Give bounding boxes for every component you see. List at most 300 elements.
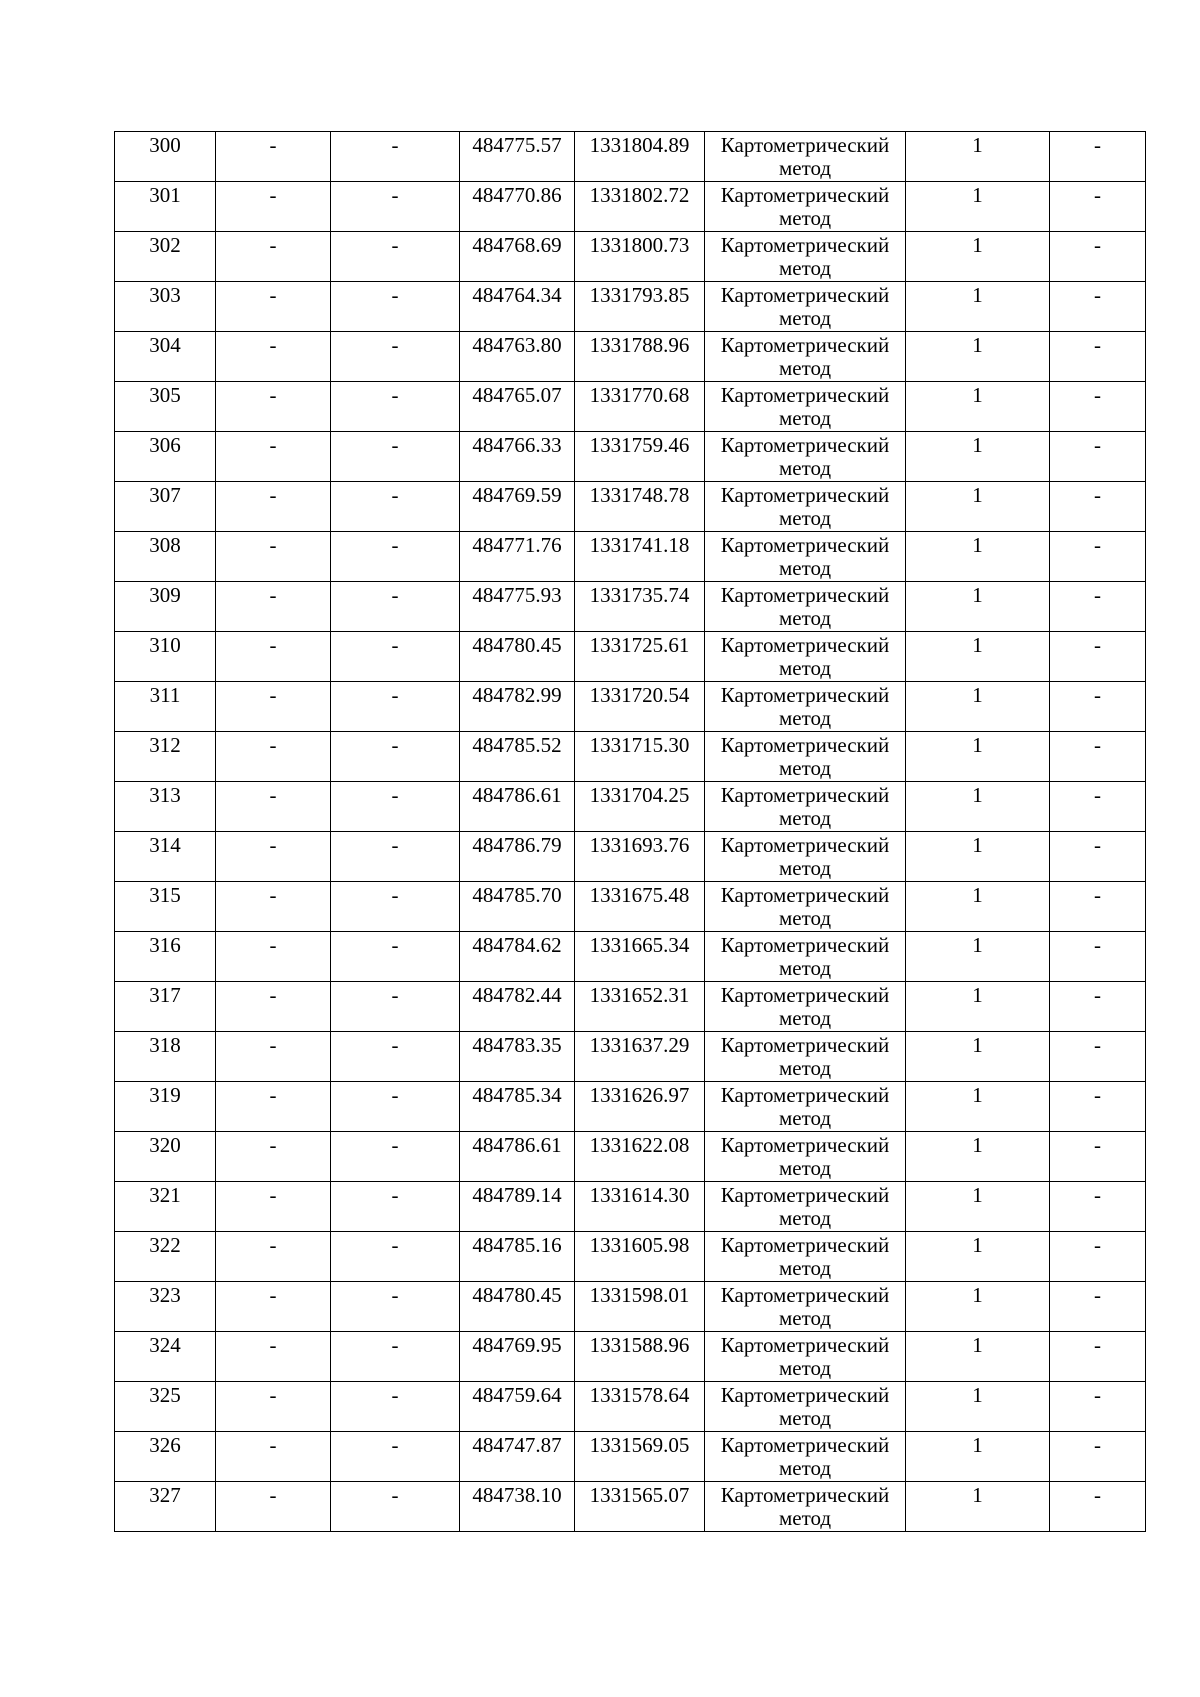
description-cell (1050, 982, 1146, 1032)
method-cell (705, 482, 906, 532)
description-cell (1050, 632, 1146, 682)
previous-y-cell-text: - (391, 633, 399, 657)
description-cell-text: - (1094, 1083, 1101, 1107)
previous-y-cell (331, 432, 460, 482)
x-coordinate-cell (460, 432, 575, 482)
x-coordinate-cell-text: 484782.44 (472, 983, 562, 1007)
description-cell-text: - (1094, 1433, 1101, 1457)
method-cell-text: Картометрический метод (720, 333, 890, 380)
table-row (115, 282, 1146, 332)
y-coordinate-cell-text: 1331735.74 (589, 583, 690, 607)
x-coordinate-cell (460, 932, 575, 982)
accuracy-cell-text: 1 (972, 1383, 983, 1407)
previous-x-cell (216, 182, 331, 232)
description-cell-text: - (1094, 1283, 1101, 1307)
y-coordinate-cell (575, 1382, 705, 1432)
y-coordinate-cell (575, 1482, 705, 1532)
table-row (115, 1082, 1146, 1132)
previous-x-cell (216, 282, 331, 332)
accuracy-cell (906, 632, 1050, 682)
previous-x-cell-text: - (269, 683, 277, 707)
table-row (115, 1282, 1146, 1332)
point-number-cell-text: 316 (149, 933, 181, 957)
previous-x-cell (216, 1382, 331, 1432)
previous-x-cell (216, 482, 331, 532)
x-coordinate-cell (460, 782, 575, 832)
accuracy-cell (906, 532, 1050, 582)
description-cell-text: - (1094, 1033, 1101, 1057)
previous-y-cell-text: - (391, 583, 399, 607)
accuracy-cell (906, 282, 1050, 332)
point-number-cell-text: 326 (149, 1433, 181, 1457)
previous-y-cell (331, 182, 460, 232)
y-coordinate-cell-text: 1331605.98 (589, 1233, 690, 1257)
previous-x-cell-text: - (269, 433, 277, 457)
previous-y-cell (331, 1332, 460, 1382)
description-cell-text: - (1094, 1183, 1101, 1207)
accuracy-cell (906, 1332, 1050, 1382)
previous-y-cell-text: - (391, 183, 399, 207)
description-cell (1050, 182, 1146, 232)
method-cell (705, 332, 906, 382)
table-row (115, 682, 1146, 732)
x-coordinate-cell (460, 132, 575, 182)
point-number-cell (115, 1332, 216, 1382)
x-coordinate-cell-text: 484747.87 (472, 1433, 562, 1457)
description-cell-text: - (1094, 533, 1101, 557)
point-number-cell (115, 682, 216, 732)
point-number-cell (115, 332, 216, 382)
description-cell-text: - (1094, 683, 1101, 707)
previous-x-cell (216, 882, 331, 932)
accuracy-cell-text: 1 (972, 1283, 983, 1307)
description-cell-text: - (1094, 183, 1101, 207)
previous-y-cell-text: - (391, 933, 399, 957)
previous-y-cell (331, 232, 460, 282)
previous-x-cell-text: - (269, 633, 277, 657)
point-number-cell (115, 1282, 216, 1332)
y-coordinate-cell (575, 332, 705, 382)
x-coordinate-cell-text: 484759.64 (472, 1383, 562, 1407)
accuracy-cell (906, 1432, 1050, 1482)
accuracy-cell-text: 1 (972, 1083, 983, 1107)
y-coordinate-cell-text: 1331598.01 (589, 1283, 690, 1307)
point-number-cell (115, 982, 216, 1032)
y-coordinate-cell (575, 232, 705, 282)
description-cell (1050, 1032, 1146, 1082)
point-number-cell (115, 432, 216, 482)
description-cell (1050, 132, 1146, 182)
y-coordinate-cell (575, 732, 705, 782)
previous-x-cell (216, 232, 331, 282)
previous-y-cell-text: - (391, 1383, 399, 1407)
y-coordinate-cell-text: 1331770.68 (589, 383, 690, 407)
previous-y-cell (331, 1032, 460, 1082)
accuracy-cell (906, 1182, 1050, 1232)
previous-x-cell (216, 832, 331, 882)
y-coordinate-cell (575, 582, 705, 632)
description-cell-text: - (1094, 933, 1101, 957)
x-coordinate-cell (460, 1382, 575, 1432)
x-coordinate-cell (460, 1432, 575, 1482)
method-cell (705, 832, 906, 882)
accuracy-cell-text: 1 (972, 833, 983, 857)
accuracy-cell-text: 1 (972, 1133, 983, 1157)
previous-x-cell-text: - (269, 1433, 277, 1457)
previous-x-cell-text: - (269, 233, 277, 257)
method-cell-text: Картометрический метод (720, 483, 890, 530)
point-number-cell-text: 320 (149, 1133, 181, 1157)
previous-x-cell-text: - (269, 933, 277, 957)
point-number-cell (115, 582, 216, 632)
table-row (115, 982, 1146, 1032)
table-row (115, 132, 1146, 182)
x-coordinate-cell (460, 982, 575, 1032)
y-coordinate-cell (575, 1432, 705, 1482)
previous-y-cell-text: - (391, 883, 399, 907)
previous-y-cell-text: - (391, 1233, 399, 1257)
x-coordinate-cell-text: 484786.61 (472, 783, 562, 807)
x-coordinate-cell (460, 1082, 575, 1132)
previous-y-cell-text: - (391, 533, 399, 557)
accuracy-cell-text: 1 (972, 1233, 983, 1257)
x-coordinate-cell (460, 882, 575, 932)
point-number-cell-text: 324 (149, 1333, 181, 1357)
previous-y-cell-text: - (391, 433, 399, 457)
method-cell-text: Картометрический метод (720, 1333, 890, 1380)
description-cell (1050, 932, 1146, 982)
x-coordinate-cell-text: 484786.79 (472, 833, 562, 857)
previous-x-cell (216, 982, 331, 1032)
previous-y-cell (331, 1382, 460, 1432)
accuracy-cell (906, 882, 1050, 932)
previous-y-cell (331, 832, 460, 882)
method-cell (705, 532, 906, 582)
point-number-cell (115, 1232, 216, 1282)
accuracy-cell-text: 1 (972, 783, 983, 807)
y-coordinate-cell-text: 1331788.96 (589, 333, 690, 357)
x-coordinate-cell-text: 484780.45 (472, 633, 562, 657)
point-number-cell-text: 310 (149, 633, 181, 657)
method-cell-text: Картометрический метод (720, 583, 890, 630)
coordinates-table-body (115, 132, 1146, 1532)
previous-y-cell-text: - (391, 1133, 399, 1157)
accuracy-cell-text: 1 (972, 1433, 983, 1457)
method-cell-text: Картометрический метод (720, 183, 890, 230)
method-cell (705, 1282, 906, 1332)
y-coordinate-cell-text: 1331725.61 (589, 633, 690, 657)
previous-y-cell (331, 682, 460, 732)
point-number-cell (115, 1182, 216, 1232)
previous-x-cell-text: - (269, 733, 277, 757)
x-coordinate-cell (460, 1032, 575, 1082)
x-coordinate-cell (460, 232, 575, 282)
table-row (115, 732, 1146, 782)
point-number-cell (115, 382, 216, 432)
y-coordinate-cell-text: 1331578.64 (589, 1383, 690, 1407)
x-coordinate-cell (460, 682, 575, 732)
description-cell (1050, 432, 1146, 482)
point-number-cell (115, 932, 216, 982)
accuracy-cell-text: 1 (972, 483, 983, 507)
point-number-cell-text: 321 (149, 1183, 181, 1207)
method-cell-text: Картометрический метод (720, 533, 890, 580)
previous-y-cell (331, 482, 460, 532)
description-cell-text: - (1094, 833, 1101, 857)
y-coordinate-cell (575, 432, 705, 482)
accuracy-cell (906, 582, 1050, 632)
y-coordinate-cell (575, 932, 705, 982)
point-number-cell-text: 322 (149, 1233, 181, 1257)
accuracy-cell (906, 482, 1050, 532)
accuracy-cell-text: 1 (972, 733, 983, 757)
description-cell-text: - (1094, 133, 1101, 157)
previous-y-cell-text: - (391, 1033, 399, 1057)
previous-x-cell (216, 432, 331, 482)
description-cell (1050, 1432, 1146, 1482)
previous-y-cell (331, 932, 460, 982)
description-cell-text: - (1094, 1333, 1101, 1357)
accuracy-cell (906, 332, 1050, 382)
previous-x-cell-text: - (269, 983, 277, 1007)
previous-y-cell-text: - (391, 833, 399, 857)
point-number-cell (115, 632, 216, 682)
x-coordinate-cell-text: 484789.14 (472, 1183, 562, 1207)
y-coordinate-cell-text: 1331804.89 (589, 133, 690, 157)
method-cell-text: Картометрический метод (720, 733, 890, 780)
description-cell-text: - (1094, 633, 1101, 657)
previous-x-cell-text: - (269, 1133, 277, 1157)
accuracy-cell-text: 1 (972, 333, 983, 357)
accuracy-cell (906, 832, 1050, 882)
previous-x-cell (216, 1232, 331, 1282)
accuracy-cell (906, 1282, 1050, 1332)
previous-x-cell (216, 132, 331, 182)
previous-x-cell-text: - (269, 1083, 277, 1107)
method-cell-text: Картометрический метод (720, 833, 890, 880)
description-cell (1050, 682, 1146, 732)
table-row (115, 582, 1146, 632)
point-number-cell (115, 1432, 216, 1482)
table-row (115, 1232, 1146, 1282)
accuracy-cell (906, 382, 1050, 432)
y-coordinate-cell-text: 1331565.07 (589, 1483, 690, 1507)
description-cell (1050, 1182, 1146, 1232)
previous-x-cell-text: - (269, 1233, 277, 1257)
y-coordinate-cell-text: 1331675.48 (589, 883, 690, 907)
description-cell (1050, 282, 1146, 332)
y-coordinate-cell (575, 1282, 705, 1332)
previous-y-cell-text: - (391, 1333, 399, 1357)
accuracy-cell-text: 1 (972, 983, 983, 1007)
previous-x-cell (216, 682, 331, 732)
table-row (115, 182, 1146, 232)
y-coordinate-cell (575, 482, 705, 532)
table-row (115, 782, 1146, 832)
description-cell (1050, 732, 1146, 782)
previous-y-cell (331, 1282, 460, 1332)
description-cell-text: - (1094, 583, 1101, 607)
accuracy-cell-text: 1 (972, 1033, 983, 1057)
previous-x-cell (216, 1032, 331, 1082)
description-cell-text: - (1094, 233, 1101, 257)
y-coordinate-cell (575, 782, 705, 832)
method-cell-text: Картометрический метод (720, 383, 890, 430)
previous-x-cell (216, 332, 331, 382)
point-number-cell-text: 315 (149, 883, 181, 907)
y-coordinate-cell (575, 1182, 705, 1232)
table-row (115, 632, 1146, 682)
x-coordinate-cell-text: 484775.57 (472, 133, 562, 157)
accuracy-cell-text: 1 (972, 883, 983, 907)
previous-y-cell-text: - (391, 983, 399, 1007)
method-cell-text: Картометрический метод (720, 133, 890, 180)
method-cell (705, 1432, 906, 1482)
previous-y-cell-text: - (391, 683, 399, 707)
point-number-cell-text: 311 (149, 683, 181, 707)
previous-y-cell (331, 1082, 460, 1132)
x-coordinate-cell (460, 832, 575, 882)
accuracy-cell-text: 1 (972, 283, 983, 307)
accuracy-cell (906, 982, 1050, 1032)
method-cell-text: Картометрический метод (720, 1183, 890, 1230)
previous-y-cell-text: - (391, 1483, 399, 1507)
point-number-cell-text: 318 (149, 1033, 181, 1057)
previous-y-cell-text: - (391, 283, 399, 307)
description-cell-text: - (1094, 883, 1101, 907)
y-coordinate-cell-text: 1331652.31 (589, 983, 690, 1007)
y-coordinate-cell (575, 532, 705, 582)
y-coordinate-cell (575, 182, 705, 232)
x-coordinate-cell (460, 332, 575, 382)
point-number-cell (115, 1132, 216, 1182)
accuracy-cell (906, 732, 1050, 782)
accuracy-cell (906, 782, 1050, 832)
method-cell (705, 182, 906, 232)
method-cell (705, 1032, 906, 1082)
description-cell (1050, 582, 1146, 632)
point-number-cell (115, 182, 216, 232)
previous-x-cell (216, 632, 331, 682)
y-coordinate-cell-text: 1331793.85 (589, 283, 690, 307)
x-coordinate-cell-text: 484766.33 (472, 433, 562, 457)
previous-y-cell (331, 1182, 460, 1232)
accuracy-cell-text: 1 (972, 1483, 983, 1507)
previous-x-cell (216, 782, 331, 832)
x-coordinate-cell-text: 484769.95 (472, 1333, 562, 1357)
description-cell-text: - (1094, 783, 1101, 807)
description-cell-text: - (1094, 1133, 1101, 1157)
description-cell (1050, 482, 1146, 532)
method-cell-text: Картометрический метод (720, 233, 890, 280)
previous-x-cell-text: - (269, 183, 277, 207)
method-cell (705, 382, 906, 432)
description-cell (1050, 832, 1146, 882)
point-number-cell (115, 1382, 216, 1432)
y-coordinate-cell-text: 1331748.78 (589, 483, 690, 507)
accuracy-cell-text: 1 (972, 133, 983, 157)
method-cell (705, 1132, 906, 1182)
x-coordinate-cell (460, 1182, 575, 1232)
table-row (115, 482, 1146, 532)
x-coordinate-cell-text: 484780.45 (472, 1283, 562, 1307)
point-number-cell-text: 301 (149, 183, 181, 207)
accuracy-cell-text: 1 (972, 183, 983, 207)
accuracy-cell (906, 1132, 1050, 1182)
previous-x-cell-text: - (269, 1183, 277, 1207)
description-cell (1050, 1382, 1146, 1432)
description-cell-text: - (1094, 733, 1101, 757)
accuracy-cell-text: 1 (972, 433, 983, 457)
accuracy-cell (906, 932, 1050, 982)
method-cell (705, 582, 906, 632)
method-cell (705, 1332, 906, 1382)
previous-x-cell (216, 582, 331, 632)
description-cell (1050, 1082, 1146, 1132)
y-coordinate-cell-text: 1331802.72 (589, 183, 690, 207)
previous-x-cell (216, 1282, 331, 1332)
previous-y-cell (331, 1132, 460, 1182)
description-cell-text: - (1094, 433, 1101, 457)
method-cell-text: Картометрический метод (720, 1083, 890, 1130)
x-coordinate-cell-text: 484738.10 (472, 1483, 562, 1507)
x-coordinate-cell (460, 1232, 575, 1282)
table-row (115, 1482, 1146, 1532)
method-cell (705, 932, 906, 982)
x-coordinate-cell (460, 282, 575, 332)
y-coordinate-cell (575, 632, 705, 682)
accuracy-cell (906, 682, 1050, 732)
method-cell-text: Картометрический метод (720, 433, 890, 480)
y-coordinate-cell-text: 1331614.30 (589, 1183, 690, 1207)
description-cell-text: - (1094, 333, 1101, 357)
method-cell (705, 1082, 906, 1132)
method-cell (705, 132, 906, 182)
accuracy-cell-text: 1 (972, 1333, 983, 1357)
point-number-cell-text: 319 (149, 1083, 181, 1107)
method-cell (705, 782, 906, 832)
table-row (115, 1182, 1146, 1232)
previous-y-cell-text: - (391, 1433, 399, 1457)
description-cell-text: - (1094, 383, 1101, 407)
y-coordinate-cell-text: 1331693.76 (589, 833, 690, 857)
x-coordinate-cell (460, 1332, 575, 1382)
accuracy-cell-text: 1 (972, 533, 983, 557)
method-cell (705, 1182, 906, 1232)
x-coordinate-cell-text: 484775.93 (472, 583, 562, 607)
previous-x-cell-text: - (269, 333, 277, 357)
y-coordinate-cell-text: 1331720.54 (589, 683, 690, 707)
previous-x-cell-text: - (269, 383, 277, 407)
previous-x-cell-text: - (269, 833, 277, 857)
method-cell-text: Картометрический метод (720, 683, 890, 730)
accuracy-cell (906, 1382, 1050, 1432)
x-coordinate-cell-text: 484786.61 (472, 1133, 562, 1157)
method-cell (705, 232, 906, 282)
x-coordinate-cell-text: 484785.16 (472, 1233, 562, 1257)
description-cell (1050, 1132, 1146, 1182)
description-cell (1050, 882, 1146, 932)
x-coordinate-cell (460, 482, 575, 532)
previous-x-cell-text: - (269, 483, 277, 507)
point-number-cell-text: 306 (149, 433, 181, 457)
table-row (115, 1032, 1146, 1082)
method-cell-text: Картометрический метод (720, 1033, 890, 1080)
description-cell (1050, 332, 1146, 382)
method-cell-text: Картометрический метод (720, 633, 890, 680)
description-cell (1050, 1332, 1146, 1382)
x-coordinate-cell (460, 182, 575, 232)
